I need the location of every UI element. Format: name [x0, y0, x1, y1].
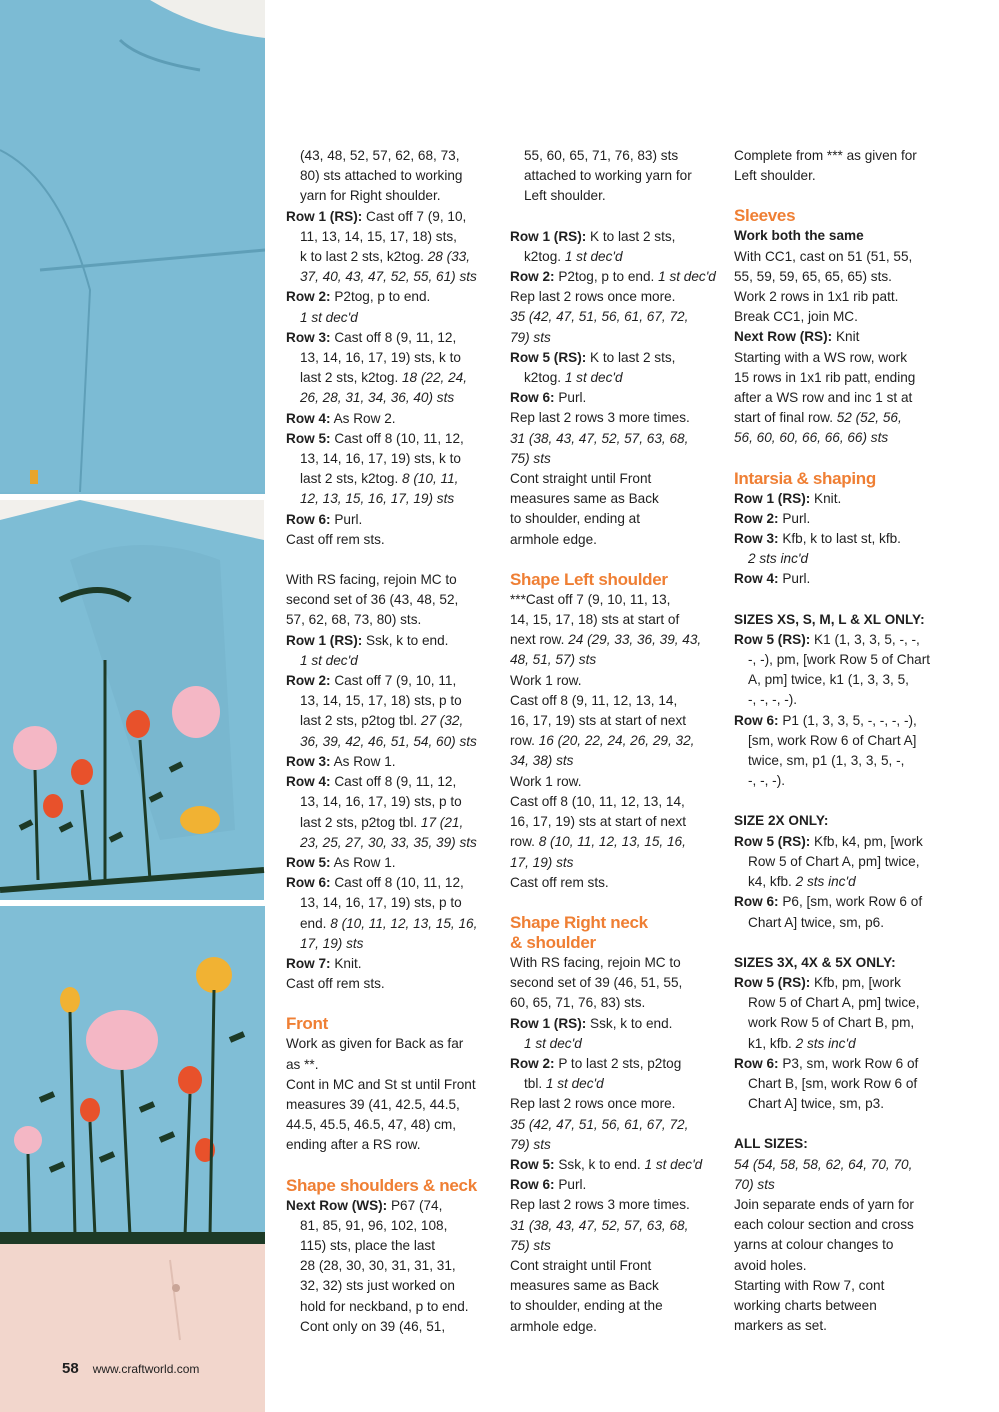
row-instruction	[286, 1196, 496, 1216]
row-instruction	[510, 348, 725, 368]
section-heading-intarsia-shaping: Intarsia & shaping	[734, 468, 876, 488]
row-instruction	[734, 1054, 954, 1074]
text-line: Complete from *** as given for	[734, 148, 917, 163]
text-line: 80) sts attached to working	[300, 168, 463, 184]
text-line: second set of 39 (46, 51, 55,	[510, 975, 683, 991]
stitch-count: 70) sts	[734, 1176, 775, 1192]
stitch-count: 24 (29, 33, 36, 39, 43,	[568, 632, 702, 648]
text-line: Rep last 2 rows 3 more times.	[510, 1197, 690, 1213]
text-line: avoid holes.	[734, 1257, 807, 1273]
text-line: armhole edge.	[510, 1318, 597, 1334]
text-line: Knit.	[330, 955, 362, 971]
stitch-count: 8 (10, 11, 12, 13, 15, 16,	[538, 834, 686, 850]
text-line: Rep last 2 rows 3 more times.	[510, 410, 690, 426]
text-line: Rep last 2 rows once more.	[510, 289, 676, 305]
stitch-count: 35 (42, 47, 51, 56, 61, 67, 72,	[510, 1116, 689, 1132]
text-line: as **.	[286, 1056, 319, 1072]
text-line: P3, sm, work Row 6 of	[778, 1055, 919, 1071]
section-heading-shape-left-shoulder: Shape Left shoulder	[510, 569, 668, 589]
text-line: Join separate ends of yarn for	[734, 1196, 914, 1212]
text-line: 11, 13, 14, 15, 17, 18) sts,	[300, 228, 457, 244]
text-line: Chart A] twice, sm, p6.	[748, 914, 884, 930]
text-line: -, -, -, -).	[748, 692, 798, 708]
row-instruction	[286, 853, 496, 873]
text-line: last 2 sts, p2tog tbl.	[300, 713, 421, 729]
text-line: 13, 14, 16, 17, 19) sts, k to	[300, 350, 461, 366]
size-subheading: SIZES 3X, 4X & 5X ONLY:	[734, 954, 896, 970]
row-label: Row 3:	[286, 753, 331, 769]
text-line: P2tog, p to end.	[330, 289, 431, 305]
size-subheading: ALL SIZES:	[734, 1136, 808, 1152]
text-line: Cast off 8 (10, 11, 12,	[330, 875, 464, 891]
stitch-count: 1 st dec'd	[564, 370, 623, 386]
row-instruction	[510, 1155, 725, 1175]
row-instruction	[286, 954, 496, 974]
text-line: k4, kfb.	[748, 874, 796, 890]
stitch-count: 75) sts	[510, 450, 551, 466]
row-instruction	[734, 509, 954, 529]
text-line: With RS facing, rejoin MC to	[510, 954, 681, 970]
row-label: Row 3:	[734, 531, 779, 547]
text-line: P67 (74,	[387, 1197, 443, 1213]
text-line: Ssk, k to end.	[362, 632, 449, 648]
text-line: Chart A] twice, sm, p3.	[748, 1096, 884, 1112]
size-subheading: SIZE 2X ONLY:	[734, 813, 829, 829]
stitch-count: 79) sts	[510, 329, 551, 345]
text-line: Work 2 rows in 1x1 rib patt.	[734, 289, 899, 305]
stitch-count: 1 st dec'd	[658, 269, 716, 285]
text-line: Starting with Row 7, cont	[734, 1277, 885, 1293]
row-label: Row 6:	[734, 712, 779, 728]
text-line: 57, 62, 68, 73, 80) sts.	[286, 612, 422, 628]
row-instruction	[734, 832, 954, 852]
text-line: 81, 85, 91, 96, 102, 108,	[300, 1217, 448, 1233]
text-line: after a WS row and inc 1 st at	[734, 390, 913, 406]
text-line: K to last 2 sts,	[586, 228, 676, 244]
stitch-count: 34, 38) sts	[510, 753, 574, 769]
size-subheading: SIZES XS, S, M, L & XL ONLY:	[734, 611, 925, 627]
text-line: k2tog.	[524, 370, 565, 386]
text-line: P2tog, p to end.	[554, 269, 659, 285]
row-label: Next Row (WS):	[286, 1197, 388, 1213]
text-line: Left shoulder.	[734, 168, 816, 184]
text-line: ending after a RS row.	[286, 1137, 421, 1153]
text-column-1	[286, 146, 496, 1337]
stitch-count: 28 (33,	[427, 249, 471, 265]
row-label: Row 6:	[286, 511, 331, 527]
text-line: measures same as Back	[510, 491, 659, 507]
row-label: Row 6:	[286, 875, 331, 891]
row-instruction	[734, 569, 954, 589]
row-label: Next Row (RS):	[734, 329, 833, 345]
text-line: 14, 15, 17, 18) sts at start of	[510, 612, 680, 628]
text-line: With RS facing, rejoin MC to	[286, 572, 457, 588]
section-heading-front: Front	[286, 1014, 328, 1034]
row-label: Row 5:	[286, 854, 331, 870]
text-line: 15 rows in 1x1 rib patt, ending	[734, 369, 916, 385]
row-instruction	[734, 489, 954, 509]
text-line: A, pm] twice, k1 (1, 3, 3, 5,	[748, 672, 909, 688]
text-line: Purl.	[554, 390, 587, 406]
text-line: tbl.	[524, 1076, 546, 1092]
text-line: With CC1, cast on 51 (51, 55,	[734, 248, 913, 264]
row-instruction	[510, 1014, 725, 1034]
stitch-count: 16 (20, 22, 24, 26, 29, 32,	[538, 733, 695, 749]
text-line: k1, kfb.	[748, 1035, 796, 1051]
stitch-count: 56, 60, 60, 66, 66, 66) sts	[734, 430, 889, 446]
row-instruction	[286, 409, 496, 429]
text-line: Knit	[832, 329, 860, 345]
stitch-count: 17 (21,	[420, 814, 464, 830]
text-line: Rep last 2 rows once more.	[510, 1096, 676, 1112]
stitch-count: 26, 28, 31, 34, 36, 40) sts	[300, 390, 455, 406]
text-line: last 2 sts, k2tog.	[300, 471, 402, 487]
text-line: 60, 65, 71, 76, 83) sts.	[510, 995, 646, 1011]
text-line: Cont straight until Front	[510, 471, 652, 487]
text-line: working charts between	[734, 1297, 877, 1313]
text-line: hold for neckband, p to end.	[300, 1298, 469, 1314]
row-label: Row 1 (RS):	[734, 490, 811, 506]
text-line: measures 39 (41, 42.5, 44.5,	[286, 1096, 460, 1112]
stitch-count: 27 (32,	[420, 713, 464, 729]
stitch-count: 2 sts inc'd	[795, 874, 856, 890]
text-line: Cast off 8 (9, 11, 12,	[330, 774, 457, 790]
text-line: k2tog.	[524, 248, 565, 264]
text-line: Purl.	[778, 510, 811, 526]
text-line: Cont straight until Front	[510, 1257, 652, 1273]
text-line: row.	[510, 733, 539, 749]
stitch-count: 31 (38, 43, 47, 52, 57, 63, 68,	[510, 430, 689, 446]
section-heading-shape-right-neck: Shape Right neck	[510, 912, 648, 932]
text-line: Purl.	[778, 571, 811, 587]
page-footer	[62, 1360, 199, 1377]
text-line: to shoulder, ending at	[510, 511, 640, 527]
text-line: measures same as Back	[510, 1278, 659, 1294]
text-line: 16, 17, 19) sts at start of next	[510, 814, 687, 830]
text-line: to shoulder, ending at the	[510, 1298, 663, 1314]
text-line: 115) sts, place the last	[300, 1237, 436, 1253]
stitch-count: 18 (22, 24,	[402, 370, 467, 386]
text-line: Cast off 8 (9, 11, 12, 13, 14,	[510, 692, 678, 708]
text-line: [sm, work Row 6 of Chart A]	[748, 732, 917, 748]
row-label: Row 1 (RS):	[286, 632, 363, 648]
text-line: Chart B, [sm, work Row 6 of	[748, 1075, 918, 1091]
text-line: ***Cast off 7 (9, 10, 11, 13,	[510, 591, 671, 607]
row-instruction	[286, 328, 496, 348]
row-label: Row 4:	[286, 410, 331, 426]
text-line: second set of 36 (43, 48, 52,	[286, 592, 459, 608]
text-line: As Row 1.	[330, 854, 396, 870]
text-line: twice, sm, p1 (1, 3, 3, 5, -,	[748, 753, 905, 769]
subheading: Work both the same	[734, 228, 864, 244]
text-line: Cast off 8 (10, 11, 12, 13, 14,	[510, 793, 685, 809]
text-line: yarn for Right shoulder.	[300, 188, 441, 204]
text-line: Kfb, k4, pm, [work	[810, 833, 923, 849]
text-line: Cast off rem sts.	[510, 874, 609, 890]
text-line: 32, 32) sts just worked on	[300, 1278, 455, 1294]
row-label: Row 5 (RS):	[734, 833, 811, 849]
text-line: last 2 sts, k2tog.	[300, 370, 402, 386]
row-instruction	[286, 631, 496, 651]
text-line: Cont only on 39 (46, 51,	[300, 1318, 446, 1334]
section-heading-shoulder: & shoulder	[510, 932, 596, 952]
row-label: Row 4:	[734, 571, 779, 587]
trousers	[0, 1244, 265, 1412]
text-line: 13, 14, 15, 17, 18) sts, p to	[300, 693, 462, 709]
row-label: Row 7:	[286, 955, 331, 971]
row-instruction	[510, 1054, 725, 1074]
text-line: end.	[300, 915, 331, 931]
text-line: Work as given for Back as far	[286, 1036, 464, 1052]
row-instruction	[286, 752, 496, 772]
text-line: Purl.	[554, 1177, 587, 1193]
section-heading-sleeves: Sleeves	[734, 206, 796, 226]
row-label: Row 6:	[734, 894, 779, 910]
stitch-count: 54 (54, 58, 58, 62, 64, 70, 70,	[734, 1156, 913, 1172]
row-instruction	[510, 388, 725, 408]
text-line: Cast off 8 (10, 11, 12,	[330, 430, 464, 446]
text-line: k to last 2 sts, k2tog.	[300, 249, 428, 265]
text-line: -, -, -).	[748, 773, 785, 789]
stitch-count: 35 (42, 47, 51, 56, 61, 67, 72,	[510, 309, 689, 325]
row-label: Row 1 (RS):	[286, 208, 363, 224]
text-line: armhole edge.	[510, 531, 597, 547]
stitch-count: 8 (10, 11,	[402, 471, 459, 487]
row-label: Row 5 (RS):	[510, 349, 587, 365]
text-line: 13, 14, 16, 17, 19) sts, p to	[300, 794, 462, 810]
row-instruction	[286, 429, 496, 449]
text-line: work Row 5 of Chart B, pm,	[748, 1015, 915, 1031]
row-instruction	[286, 207, 496, 227]
stitch-count: 23, 25, 27, 30, 33, 35, 39) sts	[300, 834, 477, 850]
text-line: 16, 17, 19) sts at start of next	[510, 713, 687, 729]
row-label: Row 2:	[734, 510, 779, 526]
text-line: 55, 60, 65, 71, 76, 83) sts	[524, 148, 679, 163]
text-line: 13, 14, 16, 17, 19) sts, k to	[300, 451, 461, 467]
sweater-lower-body	[0, 906, 265, 1236]
sweater-illustration	[0, 0, 265, 1412]
text-line: attached to working yarn for	[524, 168, 692, 184]
stitch-count: 1 st dec'd	[564, 248, 623, 264]
stitch-count: 52 (52, 56,	[836, 410, 902, 426]
stitch-count: 75) sts	[510, 1237, 551, 1253]
stitch-count: 1 st dec'd	[524, 1035, 582, 1051]
stitch-count: 17, 19) sts	[300, 935, 364, 951]
row-label: Row 1 (RS):	[510, 1015, 587, 1031]
text-line: 28 (28, 30, 30, 31, 31, 31,	[300, 1258, 456, 1274]
text-line: Work 1 row.	[510, 672, 582, 688]
row-label: Row 2:	[510, 269, 555, 285]
text-line: each colour section and cross	[734, 1217, 914, 1233]
text-line: K to last 2 sts,	[586, 349, 676, 365]
text-column-2	[510, 146, 725, 1337]
text-line: Kfb, pm, [work	[810, 974, 901, 990]
row-instruction	[510, 227, 725, 247]
text-line: Knit.	[810, 490, 842, 506]
stitch-count: 2 sts inc'd	[748, 551, 809, 567]
text-line: Cast off 8 (9, 11, 12,	[330, 329, 457, 345]
text-line: Kfb, k to last st, kfb.	[778, 531, 901, 547]
row-label: Row 2:	[286, 289, 331, 305]
text-line: -, -), pm, [work Row 5 of Chart	[748, 652, 931, 668]
row-label: Row 5 (RS):	[734, 631, 811, 647]
text-line: Left shoulder.	[524, 188, 606, 204]
row-instruction	[734, 973, 954, 993]
row-instruction	[286, 772, 496, 792]
stitch-count: 31 (38, 43, 47, 52, 57, 63, 68,	[510, 1217, 689, 1233]
row-label: Row 5 (RS):	[734, 974, 811, 990]
text-line: yarns at colour changes to	[734, 1237, 894, 1253]
website-link[interactable]: www.craftworld.com	[92, 1362, 200, 1376]
row-instruction	[734, 630, 954, 650]
text-line: Row 5 of Chart A, pm] twice,	[748, 853, 920, 869]
text-line: Work 1 row.	[510, 773, 582, 789]
row-label: Row 4:	[286, 774, 331, 790]
stitch-count: 37, 40, 43, 47, 52, 55, 61) sts	[300, 269, 477, 285]
row-instruction	[734, 711, 954, 731]
text-line: Starting with a WS row, work	[734, 349, 907, 365]
row-instruction	[286, 510, 496, 530]
text-line: markers as set.	[734, 1318, 827, 1334]
stitch-count: 8 (10, 11, 12, 13, 15, 16,	[330, 915, 478, 931]
row-instruction	[510, 1175, 725, 1195]
text-line: row.	[510, 834, 539, 850]
row-instruction	[734, 529, 954, 549]
text-line: P1 (1, 3, 3, 5, -, -, -, -),	[778, 712, 917, 728]
stitch-count: 1 st dec'd	[300, 309, 358, 325]
text-line: Cast off rem sts.	[286, 531, 385, 547]
row-label: Row 3:	[286, 329, 331, 345]
sweater-photo	[0, 0, 265, 1412]
text-column-3	[734, 146, 954, 1336]
text-line: Cast off 7 (9, 10,	[362, 208, 467, 224]
stitch-count: 79) sts	[510, 1136, 551, 1152]
text-line: 13, 14, 16, 17, 19) sts, p to	[300, 895, 462, 911]
row-label: Row 1 (RS):	[510, 228, 587, 244]
section-heading-shape-shoulders-neck: Shape shoulders & neck	[286, 1175, 477, 1195]
row-instruction	[286, 873, 496, 893]
row-instruction	[286, 671, 496, 691]
text-line: 55, 59, 59, 65, 65, 65) sts.	[734, 268, 892, 284]
sweater-hem-trim	[0, 1232, 265, 1244]
stitch-count: 1 st dec'd	[644, 1156, 703, 1172]
text-line: Ssk, k to end.	[586, 1015, 673, 1031]
text-line: P6, [sm, work Row 6 of	[778, 894, 923, 910]
text-line: As Row 2.	[330, 410, 396, 426]
row-label: Row 6:	[510, 1177, 555, 1193]
text-line: Row 5 of Chart A, pm] twice,	[748, 995, 920, 1011]
text-line: (43, 48, 52, 57, 62, 68, 73,	[300, 148, 460, 163]
stitch-count: 48, 51, 57) sts	[510, 652, 597, 668]
stitch-count: 36, 39, 42, 46, 51, 54, 60) sts	[300, 733, 477, 749]
text-line: Purl.	[330, 511, 363, 527]
stitch-count: 1 st dec'd	[545, 1076, 604, 1092]
row-instruction	[734, 327, 954, 347]
row-label: Row 2:	[286, 673, 331, 689]
text-line: last 2 sts, p2tog tbl.	[300, 814, 421, 830]
page-number: 58	[62, 1360, 79, 1377]
text-line: Cast off rem sts.	[286, 976, 385, 992]
stitch-count: 12, 13, 15, 16, 17, 19) sts	[300, 491, 455, 507]
row-label: Row 5:	[286, 430, 331, 446]
row-label: Row 5:	[510, 1156, 555, 1172]
text-line: Break CC1, join MC.	[734, 309, 858, 325]
text-line: 44.5, 45.5, 46.5, 47, 48) cm,	[286, 1117, 457, 1133]
text-line: start of final row.	[734, 410, 837, 426]
text-line: As Row 1.	[330, 753, 396, 769]
stitch-count: 2 sts inc'd	[795, 1035, 856, 1051]
stitch-count: 17, 19) sts	[510, 854, 574, 870]
row-label: Row 2:	[510, 1055, 555, 1071]
text-line: P to last 2 sts, p2tog	[554, 1055, 682, 1071]
text-line: next row.	[510, 632, 569, 648]
stitch-count: 1 st dec'd	[300, 652, 358, 668]
text-line: Cast off 7 (9, 10, 11,	[330, 673, 457, 689]
text-line: Cont in MC and St st until Front	[286, 1076, 476, 1092]
text-line: Ssk, k to end.	[554, 1156, 645, 1172]
row-instruction	[510, 267, 725, 287]
text-line: K1 (1, 3, 3, 5, -, -,	[810, 631, 920, 647]
row-instruction	[734, 892, 954, 912]
row-instruction	[286, 287, 496, 307]
row-label: Row 6:	[510, 390, 555, 406]
row-label: Row 6:	[734, 1055, 779, 1071]
